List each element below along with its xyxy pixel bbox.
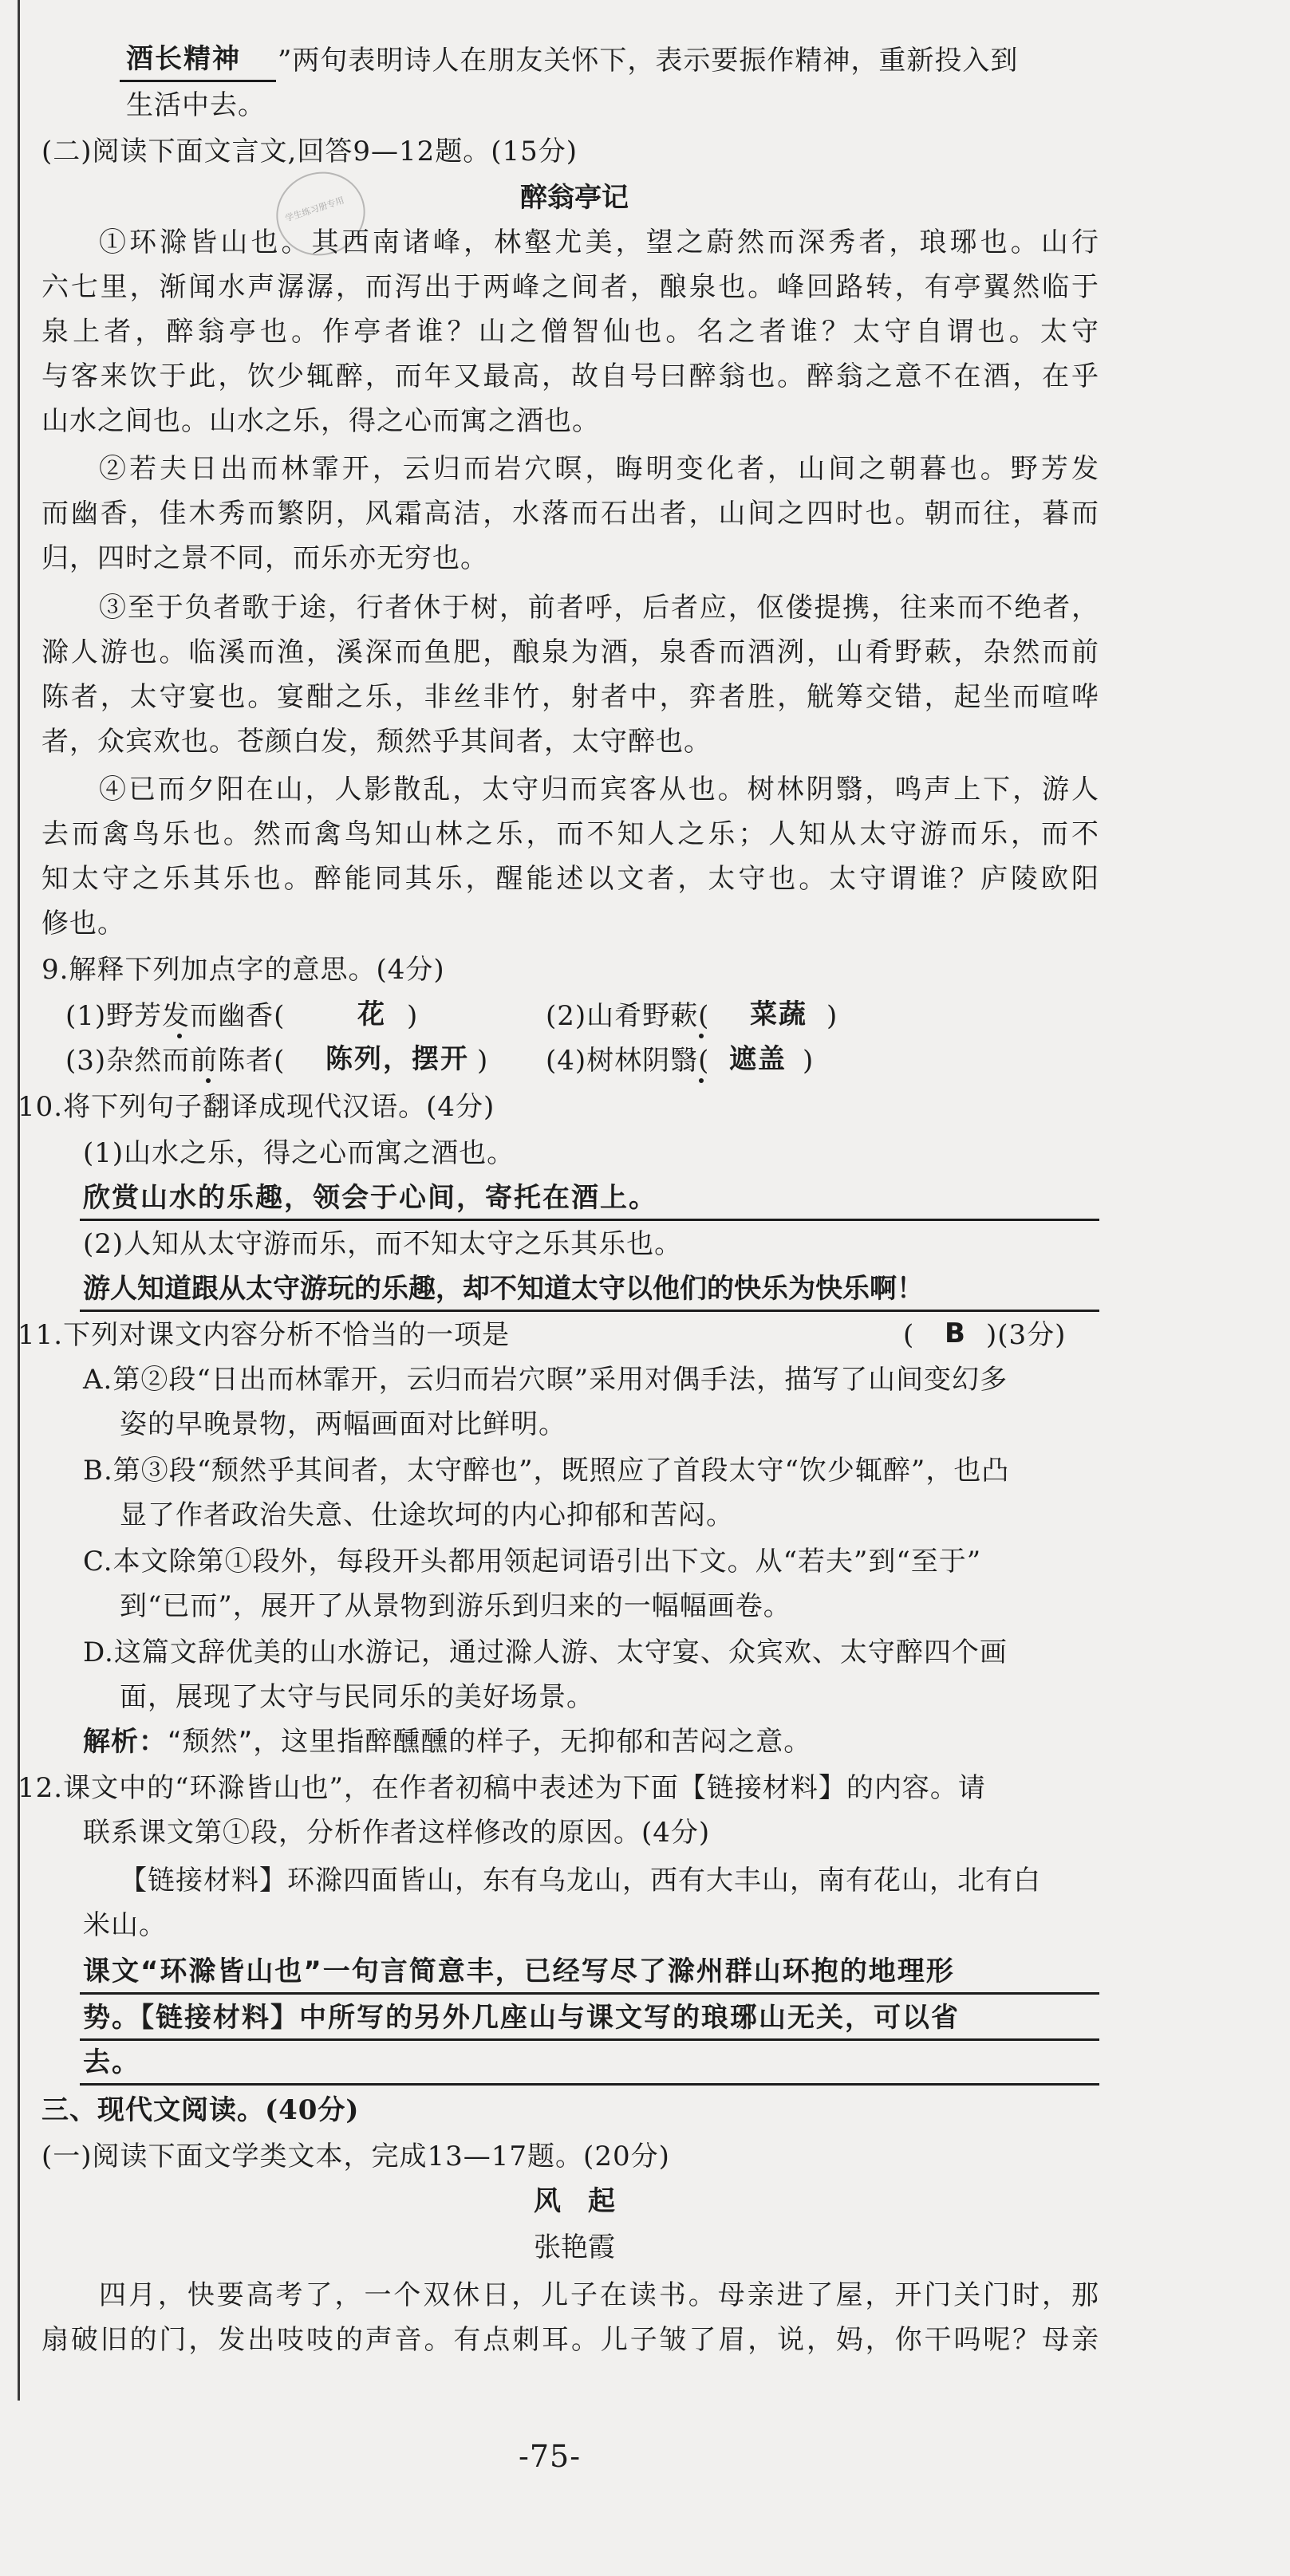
q12-material: 【链接材料】环滁四面皆山，东有乌龙山，西有大丰山，南有花山，北有白 [120, 1865, 1041, 1897]
passage-line: 泉上者，醉翁亭也。作亭者谁？山之僧智仙也。名之者谁？太守自谓也。太守 [41, 316, 1099, 348]
passage-line: ④已而夕阳在山，人影散乱，太守归而宾客从也。树林阴翳，鸣声上下，游人 [99, 774, 1099, 805]
left-margin-rule [18, 0, 20, 2401]
q9-stem: 9.解释下列加点字的意思。(4分) [41, 954, 445, 986]
q12-material-cont: 米山。 [83, 1909, 167, 1941]
q12-stem-cont: 联系课文第①段，分析作者这样修改的原因。(4分) [83, 1817, 711, 1849]
q9-item-4: (4)树林阴翳( [546, 1045, 710, 1077]
q11-stem: 11.下列对课文内容分析不恰当的一项是 [18, 1319, 511, 1351]
prev-answer-underline [120, 80, 276, 82]
q11-answer: B [945, 1318, 967, 1349]
analysis-text: “颓然”，这里指醉醺醺的样子，无抑郁和苦闷之意。 [168, 1726, 812, 1758]
story-title: 风 起 [534, 2185, 615, 2217]
q10-answer-2: 游人知道跟从太守游玩的乐趣，却不知道太守以他们的快乐为快乐啊！ [83, 1273, 924, 1305]
story-line: 扇破旧的门，发出吱吱的声音。有点刺耳。儿子皱了眉，说，妈，你干吗呢？母亲 [41, 2324, 1099, 2356]
passage-line: 陈者，太守宴也。宴酣之乐，非丝非竹，射者中，弈者胜，觥筹交错，起坐而喧哗 [41, 681, 1099, 713]
passage-line: 山水之间也。山水之乐，得之心而寓之酒也。 [41, 405, 600, 437]
section-heading: 三、现代文阅读。(40分) [41, 2094, 360, 2126]
q12-stem: 12.课文中的“环滁皆山也”，在作者初稿中表述为下面【链接材料】的内容。请 [18, 1772, 986, 1804]
answer-underline [80, 2083, 1099, 2086]
answer-underline [80, 1992, 1099, 1995]
analysis-label: 解析： [83, 1726, 167, 1758]
answer-underline [80, 1310, 1099, 1312]
q11-option-d: D.这篇文辞优美的山水游记，通过滁人游、太守宴、众宾欢、太守醉四个画 [83, 1637, 1008, 1668]
q9-answer-3: 陈列，摆开 [325, 1043, 469, 1075]
passage-line: ②若夫日出而林霏开，云归而岩穴暝，晦明变化者，山间之朝暮也。野芳发 [99, 453, 1099, 485]
q9-close-1: ) [407, 1000, 419, 1032]
q11-paren-open: ( [903, 1319, 915, 1351]
q10-sentence-2: (2)人知从太守游而乐，而不知太守之乐其乐也。 [83, 1228, 683, 1260]
q11-option-c-cont: 到“已而”，展开了从景物到游乐到归来的一幅幅画卷。 [120, 1590, 791, 1622]
story-line: 四月，快要高考了，一个双休日，儿子在读书。母亲进了屋，开门关门时，那 [99, 2279, 1099, 2311]
q11-option-b-cont: 显了作者政治失意、仕途坎坷的内心抑郁和苦闷。 [120, 1499, 734, 1531]
q9-close-4: ) [803, 1045, 815, 1077]
q9-answer-2: 菜蔬 [750, 998, 807, 1030]
ink-stamp: 学生练习册专用 [266, 160, 377, 267]
passage-line: 滁人游也。临溪而渔，溪深而鱼肥，酿泉为酒，泉香而酒洌，山肴野蔌，杂然而前 [41, 636, 1099, 668]
prev-answer: 酒长精神 [126, 43, 241, 75]
q11-option-d-cont: 面，展现了太守与民同乐的美好场景。 [120, 1681, 594, 1713]
q9-item-1: (1)野芳发而幽香( [65, 1000, 286, 1032]
q11-score: )(3分) [986, 1319, 1067, 1351]
q11-option-a-cont: 姿的早晚景物，两幅画面对比鲜明。 [120, 1408, 566, 1440]
passage-line: 归，四时之景不同，而乐亦无穷也。 [41, 542, 488, 574]
emphasis-dot [177, 1034, 182, 1038]
q11-option-c: C.本文除第①段外，每段开头都用领起词语引出下文。从“若夫”到“至于” [83, 1546, 982, 1578]
passage-line: 知太守之乐其乐也。醉能同其乐，醒能述以文者，太守也。太守谓谁？庐陵欧阳 [41, 863, 1099, 895]
q9-close-3: ) [477, 1045, 489, 1077]
q10-answer-1: 欣赏山水的乐趣，领会于心间，寄托在酒上。 [83, 1182, 657, 1214]
prev-answer-text: ”两句表明诗人在朋友关怀下，表示要振作精神，重新投入到 [278, 45, 1019, 77]
passage-line: 而幽香，佳木秀而繁阴，风霜高洁，水落而石出者，山间之四时也。朝而往，暮而 [41, 498, 1099, 530]
emphasis-dot [206, 1078, 211, 1083]
q11-option-b: B.第③段“颓然乎其间者，太守醉也”，既照应了首段太守“饮少辄醉”，也凸 [83, 1455, 1010, 1487]
q9-answer-1: 花 [357, 998, 386, 1030]
passage-line: 六七里，渐闻水声潺潺，而泻出于两峰之间者，酿泉也。峰回路转，有亭翼然临于 [41, 271, 1099, 303]
passage-line: 去而禽鸟乐也。然而禽鸟知山林之乐，而不知人之乐；人知从太守游而乐，而不 [41, 818, 1099, 850]
q12-answer-line: 去。 [83, 2046, 140, 2078]
section-heading: (二)阅读下面文言文,回答9—12题。(15分) [41, 136, 578, 167]
answer-underline [80, 1219, 1099, 1221]
q9-answer-4: 遮盖 [729, 1043, 787, 1075]
story-author: 张艳霞 [534, 2231, 615, 2263]
q10-stem: 10.将下列句子翻译成现代汉语。(4分) [18, 1091, 495, 1123]
q11-option-a: A.第②段“日出而林霏开，云归而岩穴暝”采用对偶手法，描写了山间变幻多 [83, 1364, 1008, 1396]
q9-close-2: ) [826, 1000, 838, 1032]
passage-line: ①环滁皆山也。其西南诸峰，林壑尤美，望之蔚然而深秀者，琅琊也。山行 [99, 226, 1099, 258]
prev-answer-text-2: 生活中去。 [126, 89, 266, 121]
passage-title: 醉翁亭记 [520, 182, 629, 214]
passage-line: 修也。 [41, 908, 125, 939]
q10-sentence-1: (1)山水之乐，得之心而寓之酒也。 [83, 1137, 515, 1169]
passage-line: 与客来饮于此，饮少辄醉，而年又最高，故自号曰醉翁也。醉翁之意不在酒，在乎 [41, 360, 1099, 392]
q9-item-3: (3)杂然而前陈者( [65, 1045, 286, 1077]
answer-underline [80, 2038, 1099, 2041]
q12-answer-line: 势。【链接材料】中所写的另外几座山与课文写的琅琊山无关，可以省 [83, 2002, 960, 2034]
section-subheading: (一)阅读下面文学类文本，完成13—17题。(20分) [41, 2141, 670, 2172]
emphasis-dot [699, 1078, 704, 1083]
passage-line: 者，众宾欢也。苍颜白发，颓然乎其间者，太守醉也。 [41, 726, 712, 758]
q12-answer-line: 课文“环滁皆山也”一句言简意丰，已经写尽了滁州群山环抱的地理形 [83, 1956, 955, 1987]
emphasis-dot [699, 1034, 704, 1038]
page-number: -75- [519, 2439, 582, 2474]
q9-item-2: (2)山肴野蔌( [546, 1000, 710, 1032]
passage-line: ③至于负者歌于途，行者休于树，前者呼，后者应，伛偻提携，往来而不绝者， [99, 592, 1099, 624]
